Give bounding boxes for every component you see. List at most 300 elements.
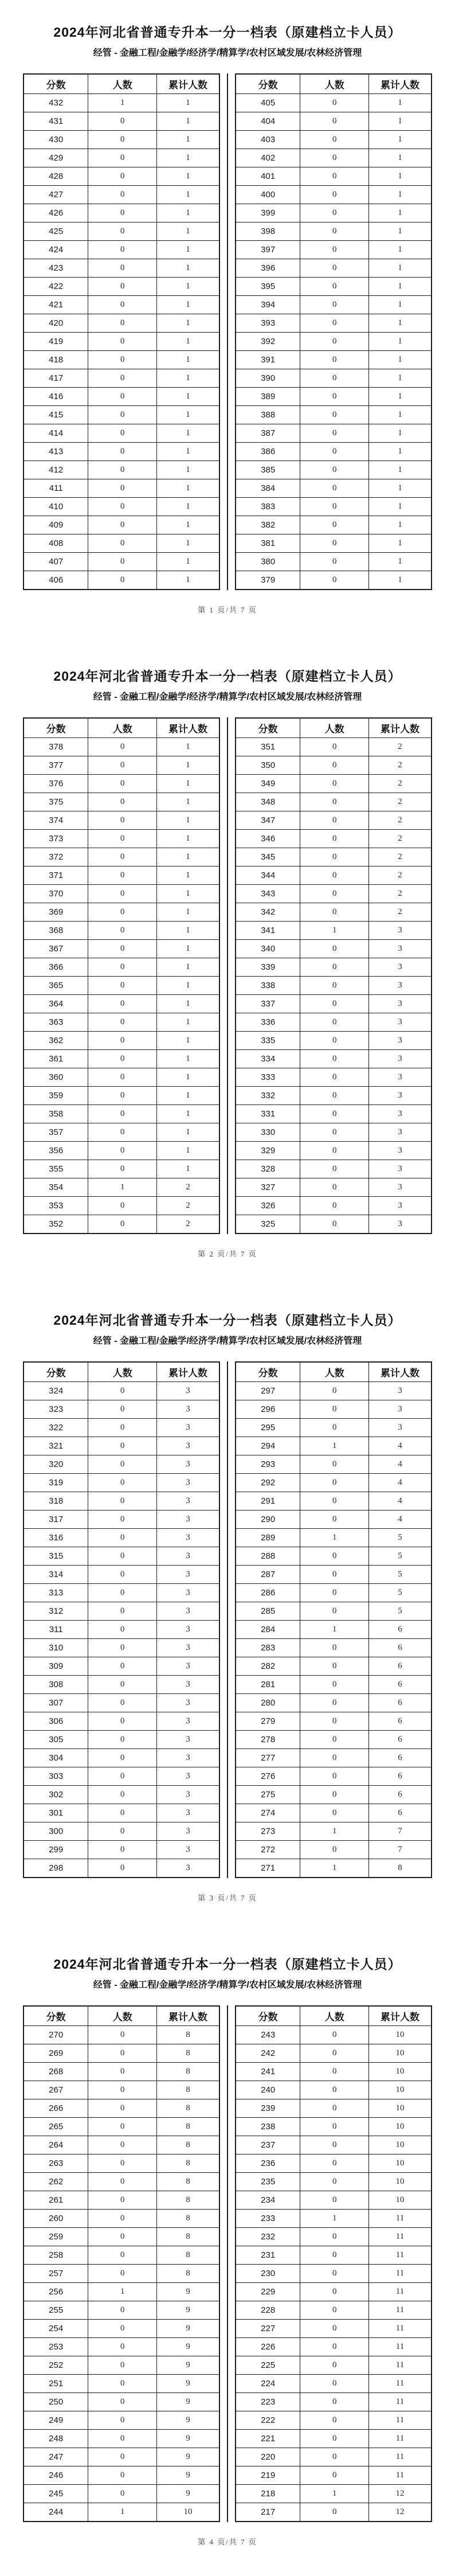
table-row bbox=[236, 443, 432, 461]
score-cell: 432 bbox=[23, 94, 88, 112]
table-row bbox=[236, 333, 432, 351]
count-cell: 0 bbox=[300, 1749, 369, 1767]
count-cell: 0 bbox=[88, 1786, 157, 1804]
count-cell: 0 bbox=[88, 2081, 157, 2099]
table-row bbox=[23, 2338, 219, 2356]
cumulative-count-cell: 3 bbox=[157, 1529, 219, 1547]
count-cell: 0 bbox=[300, 2430, 369, 2448]
column-header: 人数 bbox=[300, 2006, 369, 2026]
cumulative-count-cell: 9 bbox=[157, 2356, 219, 2375]
table-row bbox=[23, 1822, 219, 1841]
count-cell: 0 bbox=[300, 1474, 369, 1492]
score-cell: 408 bbox=[23, 534, 88, 553]
cumulative-count-cell: 10 bbox=[369, 2118, 432, 2136]
score-cell: 424 bbox=[23, 241, 88, 259]
table-row bbox=[236, 1160, 432, 1178]
table-row bbox=[23, 1749, 219, 1767]
table-row bbox=[23, 1068, 219, 1087]
table-row bbox=[23, 1419, 219, 1437]
cumulative-count-cell: 3 bbox=[369, 995, 432, 1013]
table-row bbox=[23, 369, 219, 388]
score-cell: 220 bbox=[236, 2448, 300, 2466]
header-row bbox=[23, 718, 219, 738]
cumulative-count-cell: 9 bbox=[157, 2320, 219, 2338]
score-cell: 255 bbox=[23, 2301, 88, 2320]
table-row bbox=[23, 1786, 219, 1804]
count-cell: 0 bbox=[88, 149, 157, 167]
count-cell: 0 bbox=[88, 848, 157, 867]
table-row bbox=[236, 2210, 432, 2228]
count-cell: 0 bbox=[300, 775, 369, 793]
cumulative-count-cell: 1 bbox=[157, 424, 219, 443]
score-cell: 340 bbox=[236, 940, 300, 958]
table-row bbox=[236, 2063, 432, 2081]
count-cell: 0 bbox=[300, 333, 369, 351]
count-cell: 0 bbox=[300, 2118, 369, 2136]
count-cell: 0 bbox=[88, 369, 157, 388]
cumulative-count-cell: 1 bbox=[369, 424, 432, 443]
count-cell: 0 bbox=[300, 406, 369, 424]
table-row bbox=[236, 259, 432, 278]
table-row bbox=[23, 1474, 219, 1492]
score-cell: 304 bbox=[23, 1749, 88, 1767]
cumulative-count-cell: 3 bbox=[157, 1511, 219, 1529]
count-cell: 1 bbox=[88, 1178, 157, 1197]
count-cell: 0 bbox=[88, 977, 157, 995]
table-row bbox=[236, 516, 432, 534]
cumulative-count-cell: 3 bbox=[157, 1437, 219, 1455]
count-cell: 0 bbox=[88, 1400, 157, 1419]
cumulative-count-cell: 1 bbox=[157, 903, 219, 922]
table-row bbox=[23, 1602, 219, 1621]
score-cell: 325 bbox=[236, 1215, 300, 1234]
column-header: 分数 bbox=[23, 1362, 88, 1382]
table-row bbox=[23, 424, 219, 443]
cumulative-count-cell: 8 bbox=[157, 2210, 219, 2228]
cumulative-count-cell: 8 bbox=[157, 2228, 219, 2246]
count-cell: 0 bbox=[88, 534, 157, 553]
count-cell: 0 bbox=[88, 811, 157, 830]
table-row bbox=[236, 2301, 432, 2320]
score-cell: 335 bbox=[236, 1032, 300, 1050]
table-row bbox=[23, 1437, 219, 1455]
count-cell: 0 bbox=[88, 922, 157, 940]
count-cell: 1 bbox=[88, 94, 157, 112]
count-cell: 0 bbox=[88, 296, 157, 314]
count-cell: 0 bbox=[300, 553, 369, 571]
table-row bbox=[236, 2136, 432, 2155]
cumulative-count-cell: 8 bbox=[157, 2081, 219, 2099]
cumulative-count-cell: 6 bbox=[369, 1731, 432, 1749]
score-cell: 356 bbox=[23, 1142, 88, 1160]
table-row bbox=[23, 278, 219, 296]
cumulative-count-cell: 1 bbox=[157, 369, 219, 388]
cumulative-count-cell: 11 bbox=[369, 2338, 432, 2356]
cumulative-count-cell: 1 bbox=[369, 204, 432, 223]
score-cell: 254 bbox=[23, 2320, 88, 2338]
score-cell: 351 bbox=[236, 738, 300, 756]
score-cell: 339 bbox=[236, 958, 300, 977]
cumulative-count-cell: 10 bbox=[369, 2099, 432, 2118]
count-cell: 1 bbox=[88, 2503, 157, 2522]
count-cell: 0 bbox=[300, 867, 369, 885]
score-cell: 299 bbox=[23, 1841, 88, 1859]
table-row bbox=[236, 112, 432, 131]
tables-container bbox=[23, 717, 432, 1234]
cumulative-count-cell: 1 bbox=[369, 479, 432, 498]
cumulative-count-cell: 10 bbox=[369, 2081, 432, 2099]
score-cell: 282 bbox=[236, 1657, 300, 1676]
table-row bbox=[236, 1400, 432, 1419]
score-cell: 393 bbox=[236, 314, 300, 333]
score-cell: 268 bbox=[23, 2063, 88, 2081]
cumulative-count-cell: 9 bbox=[157, 2393, 219, 2411]
score-cell: 323 bbox=[23, 1400, 88, 1419]
count-cell: 0 bbox=[88, 867, 157, 885]
score-cell: 285 bbox=[236, 1602, 300, 1621]
table-row bbox=[23, 94, 219, 112]
count-cell: 0 bbox=[88, 223, 157, 241]
count-cell: 0 bbox=[88, 1474, 157, 1492]
page bbox=[0, 1932, 455, 2576]
score-cell: 307 bbox=[23, 1694, 88, 1712]
score-cell: 342 bbox=[236, 903, 300, 922]
score-cell: 218 bbox=[236, 2485, 300, 2503]
score-cell: 411 bbox=[23, 479, 88, 498]
score-cell: 391 bbox=[236, 351, 300, 369]
count-cell: 0 bbox=[88, 1822, 157, 1841]
cumulative-count-cell: 1 bbox=[157, 149, 219, 167]
table-row bbox=[23, 2283, 219, 2301]
table-row bbox=[23, 516, 219, 534]
score-cell: 239 bbox=[236, 2099, 300, 2118]
column-header: 分数 bbox=[236, 1362, 300, 1382]
cumulative-count-cell: 1 bbox=[157, 1087, 219, 1105]
score-cell: 413 bbox=[23, 443, 88, 461]
count-cell: 0 bbox=[300, 2411, 369, 2430]
table-row bbox=[23, 903, 219, 922]
table-row bbox=[23, 2301, 219, 2320]
table-row bbox=[236, 1676, 432, 1694]
score-cell: 329 bbox=[236, 1142, 300, 1160]
column-header: 累计人数 bbox=[157, 2006, 219, 2026]
table-row bbox=[23, 1142, 219, 1160]
count-cell: 0 bbox=[300, 2155, 369, 2173]
table-row bbox=[236, 553, 432, 571]
count-cell: 0 bbox=[88, 2393, 157, 2411]
count-cell: 0 bbox=[88, 1419, 157, 1437]
count-cell: 0 bbox=[88, 885, 157, 903]
count-cell: 0 bbox=[88, 516, 157, 534]
count-cell: 0 bbox=[88, 406, 157, 424]
cumulative-count-cell: 1 bbox=[157, 167, 219, 186]
cumulative-count-cell: 3 bbox=[369, 1178, 432, 1197]
table-row bbox=[236, 1822, 432, 1841]
cumulative-count-cell: 1 bbox=[157, 1068, 219, 1087]
score-table-right bbox=[235, 2005, 432, 2522]
cumulative-count-cell: 6 bbox=[369, 1694, 432, 1712]
header-row bbox=[23, 1362, 219, 1382]
count-cell: 0 bbox=[88, 571, 157, 590]
score-cell: 423 bbox=[23, 259, 88, 278]
table-row bbox=[236, 223, 432, 241]
cumulative-count-cell: 1 bbox=[157, 756, 219, 775]
table-row bbox=[236, 571, 432, 590]
cumulative-count-cell: 4 bbox=[369, 1492, 432, 1511]
count-cell: 0 bbox=[88, 1676, 157, 1694]
count-cell: 0 bbox=[300, 167, 369, 186]
count-cell: 0 bbox=[88, 1621, 157, 1639]
score-cell: 371 bbox=[23, 867, 88, 885]
table-row bbox=[23, 314, 219, 333]
cumulative-count-cell: 10 bbox=[369, 2044, 432, 2063]
cumulative-count-cell: 5 bbox=[369, 1547, 432, 1566]
column-header: 分数 bbox=[236, 718, 300, 738]
score-cell: 230 bbox=[236, 2265, 300, 2283]
score-cell: 397 bbox=[236, 241, 300, 259]
score-cell: 426 bbox=[23, 204, 88, 223]
count-cell: 0 bbox=[88, 2265, 157, 2283]
table-row bbox=[23, 1547, 219, 1566]
score-cell: 301 bbox=[23, 1804, 88, 1822]
table-row bbox=[236, 1529, 432, 1547]
score-cell: 396 bbox=[236, 259, 300, 278]
score-cell: 341 bbox=[236, 922, 300, 940]
cumulative-count-cell: 11 bbox=[369, 2466, 432, 2485]
table-row bbox=[236, 2118, 432, 2136]
cumulative-count-cell: 1 bbox=[157, 314, 219, 333]
cumulative-count-cell: 8 bbox=[157, 2173, 219, 2191]
table-row bbox=[236, 1419, 432, 1437]
table-row bbox=[236, 995, 432, 1013]
table-row bbox=[236, 922, 432, 940]
cumulative-count-cell: 4 bbox=[369, 1437, 432, 1455]
cumulative-count-cell: 3 bbox=[369, 1032, 432, 1050]
count-cell: 0 bbox=[88, 167, 157, 186]
count-cell: 0 bbox=[300, 1511, 369, 1529]
cumulative-count-cell: 11 bbox=[369, 2228, 432, 2246]
cumulative-count-cell: 1 bbox=[157, 131, 219, 149]
score-cell: 406 bbox=[23, 571, 88, 590]
column-header: 累计人数 bbox=[157, 718, 219, 738]
cumulative-count-cell: 3 bbox=[157, 1492, 219, 1511]
score-cell: 308 bbox=[23, 1676, 88, 1694]
table-row bbox=[23, 259, 219, 278]
score-cell: 294 bbox=[236, 1437, 300, 1455]
score-cell: 278 bbox=[236, 1731, 300, 1749]
table-row bbox=[236, 2375, 432, 2393]
cumulative-count-cell: 11 bbox=[369, 2375, 432, 2393]
cumulative-count-cell: 11 bbox=[369, 2301, 432, 2320]
count-cell: 0 bbox=[88, 1547, 157, 1566]
table-row bbox=[236, 1013, 432, 1032]
score-cell: 267 bbox=[23, 2081, 88, 2099]
page-footer: 第 4 页/共 7 页 bbox=[198, 2538, 257, 2546]
count-cell: 0 bbox=[88, 2485, 157, 2503]
cumulative-count-cell: 1 bbox=[369, 516, 432, 534]
table-row bbox=[236, 534, 432, 553]
column-header: 累计人数 bbox=[157, 1362, 219, 1382]
score-cell: 321 bbox=[23, 1437, 88, 1455]
table-row bbox=[236, 1841, 432, 1859]
table-row bbox=[23, 461, 219, 479]
count-cell: 0 bbox=[88, 940, 157, 958]
score-cell: 361 bbox=[23, 1050, 88, 1068]
cumulative-count-cell: 4 bbox=[369, 1474, 432, 1492]
count-cell: 0 bbox=[88, 2118, 157, 2136]
table-row bbox=[236, 167, 432, 186]
tables-container bbox=[23, 2005, 432, 2522]
table-row bbox=[23, 1676, 219, 1694]
cumulative-count-cell: 2 bbox=[157, 1215, 219, 1234]
cumulative-count-cell: 3 bbox=[157, 1694, 219, 1712]
score-cell: 390 bbox=[236, 369, 300, 388]
header-row bbox=[236, 2006, 432, 2026]
count-cell: 0 bbox=[300, 131, 369, 149]
table-row bbox=[236, 2466, 432, 2485]
table-row bbox=[236, 1859, 432, 1878]
count-cell: 0 bbox=[300, 149, 369, 167]
score-cell: 319 bbox=[23, 1474, 88, 1492]
cumulative-count-cell: 3 bbox=[157, 1676, 219, 1694]
cumulative-count-cell: 12 bbox=[369, 2485, 432, 2503]
cumulative-count-cell: 9 bbox=[157, 2301, 219, 2320]
score-cell: 284 bbox=[236, 1621, 300, 1639]
table-row bbox=[23, 1657, 219, 1676]
cumulative-count-cell: 1 bbox=[157, 406, 219, 424]
page-subtitle: 经管 - 金融工程/金融学/经济学/精算学/农村区域发展/农林经济管理 bbox=[93, 48, 362, 58]
count-cell: 0 bbox=[300, 738, 369, 756]
cumulative-count-cell: 3 bbox=[157, 1804, 219, 1822]
page bbox=[0, 0, 455, 644]
score-cell: 372 bbox=[23, 848, 88, 867]
count-cell: 0 bbox=[88, 2411, 157, 2430]
count-cell: 0 bbox=[300, 2191, 369, 2210]
cumulative-count-cell: 3 bbox=[369, 1050, 432, 1068]
table-row bbox=[23, 867, 219, 885]
score-cell: 276 bbox=[236, 1767, 300, 1786]
count-cell: 0 bbox=[300, 479, 369, 498]
header-row bbox=[236, 1362, 432, 1382]
table-row bbox=[236, 406, 432, 424]
score-cell: 314 bbox=[23, 1566, 88, 1584]
score-cell: 375 bbox=[23, 793, 88, 811]
cumulative-count-cell: 9 bbox=[157, 2338, 219, 2356]
count-cell: 0 bbox=[300, 112, 369, 131]
cumulative-count-cell: 1 bbox=[369, 296, 432, 314]
score-cell: 427 bbox=[23, 186, 88, 204]
cumulative-count-cell: 8 bbox=[157, 2118, 219, 2136]
score-cell: 290 bbox=[236, 1511, 300, 1529]
table-row bbox=[236, 1804, 432, 1822]
table-row bbox=[23, 2356, 219, 2375]
cumulative-count-cell: 1 bbox=[369, 553, 432, 571]
score-cell: 420 bbox=[23, 314, 88, 333]
cumulative-count-cell: 1 bbox=[157, 940, 219, 958]
table-row bbox=[23, 940, 219, 958]
cumulative-count-cell: 1 bbox=[369, 167, 432, 186]
score-cell: 291 bbox=[236, 1492, 300, 1511]
table-row bbox=[23, 1050, 219, 1068]
count-cell: 0 bbox=[300, 2466, 369, 2485]
count-cell: 0 bbox=[88, 1566, 157, 1584]
table-row bbox=[23, 848, 219, 867]
count-cell: 0 bbox=[300, 903, 369, 922]
count-cell: 0 bbox=[300, 1547, 369, 1566]
count-cell: 0 bbox=[88, 443, 157, 461]
count-cell: 0 bbox=[88, 2173, 157, 2191]
count-cell: 0 bbox=[300, 793, 369, 811]
count-cell: 0 bbox=[300, 2228, 369, 2246]
count-cell: 1 bbox=[300, 1822, 369, 1841]
count-cell: 0 bbox=[88, 1731, 157, 1749]
cumulative-count-cell: 6 bbox=[369, 1767, 432, 1786]
cumulative-count-cell: 11 bbox=[369, 2320, 432, 2338]
page-title: 2024年河北省普通专升本一分一档表（原建档立卡人员） bbox=[53, 669, 402, 684]
count-cell: 0 bbox=[88, 738, 157, 756]
score-cell: 360 bbox=[23, 1068, 88, 1087]
count-cell: 0 bbox=[88, 314, 157, 333]
score-cell: 415 bbox=[23, 406, 88, 424]
score-cell: 377 bbox=[23, 756, 88, 775]
score-cell: 416 bbox=[23, 388, 88, 406]
score-cell: 222 bbox=[236, 2411, 300, 2430]
score-cell: 345 bbox=[236, 848, 300, 867]
count-cell: 0 bbox=[88, 1767, 157, 1786]
count-cell: 0 bbox=[300, 1105, 369, 1123]
count-cell: 0 bbox=[88, 2356, 157, 2375]
count-cell: 0 bbox=[88, 793, 157, 811]
count-cell: 0 bbox=[300, 2063, 369, 2081]
count-cell: 0 bbox=[300, 1676, 369, 1694]
cumulative-count-cell: 1 bbox=[369, 461, 432, 479]
table-row bbox=[236, 2430, 432, 2448]
count-cell: 0 bbox=[88, 1437, 157, 1455]
table-row bbox=[23, 534, 219, 553]
count-cell: 1 bbox=[300, 1529, 369, 1547]
score-cell: 368 bbox=[23, 922, 88, 940]
count-cell: 0 bbox=[300, 1767, 369, 1786]
count-cell: 0 bbox=[88, 259, 157, 278]
count-cell: 0 bbox=[300, 2356, 369, 2375]
count-cell: 0 bbox=[300, 369, 369, 388]
count-cell: 0 bbox=[300, 2099, 369, 2118]
table-row bbox=[23, 2136, 219, 2155]
count-cell: 0 bbox=[300, 2081, 369, 2099]
page-subtitle: 经管 - 金融工程/金融学/经济学/精算学/农村区域发展/农林经济管理 bbox=[93, 1336, 362, 1346]
table-row bbox=[23, 1694, 219, 1712]
cumulative-count-cell: 1 bbox=[369, 571, 432, 590]
table-row bbox=[23, 1639, 219, 1657]
cumulative-count-cell: 1 bbox=[369, 278, 432, 296]
table-row bbox=[236, 1566, 432, 1584]
cumulative-count-cell: 3 bbox=[369, 1419, 432, 1437]
score-cell: 403 bbox=[236, 131, 300, 149]
cumulative-count-cell: 3 bbox=[157, 1786, 219, 1804]
score-cell: 277 bbox=[236, 1749, 300, 1767]
count-cell: 0 bbox=[300, 259, 369, 278]
cumulative-count-cell: 1 bbox=[157, 351, 219, 369]
table-row bbox=[236, 461, 432, 479]
table-row bbox=[23, 2375, 219, 2393]
column-header: 累计人数 bbox=[369, 74, 432, 94]
count-cell: 1 bbox=[300, 1621, 369, 1639]
table-row bbox=[23, 1032, 219, 1050]
table-row bbox=[23, 2210, 219, 2228]
table-row bbox=[23, 958, 219, 977]
count-cell: 0 bbox=[88, 131, 157, 149]
cumulative-count-cell: 3 bbox=[369, 1382, 432, 1400]
